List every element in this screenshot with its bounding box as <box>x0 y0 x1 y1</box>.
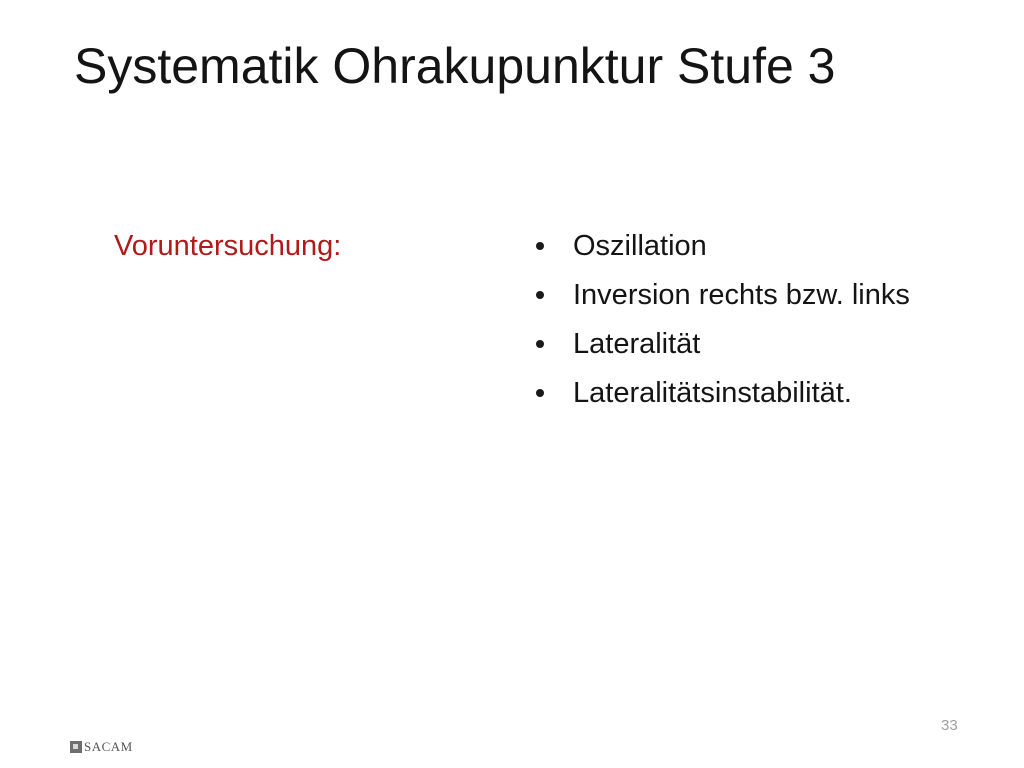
bullet-icon <box>536 389 544 397</box>
logo-text: SACAM <box>84 739 133 754</box>
page-number: 33 <box>941 717 958 734</box>
bullet-icon <box>536 242 544 250</box>
list-item-text: Oszillation <box>573 230 707 262</box>
bullet-icon <box>536 340 544 348</box>
bullet-icon <box>536 291 544 299</box>
list-item <box>536 375 910 424</box>
list-item <box>536 326 910 375</box>
list-item-text: Lateralitätsinstabilität. <box>573 377 852 409</box>
bullet-list <box>536 228 910 424</box>
sacam-logo <box>70 739 133 755</box>
slide-title: Systematik Ohrakupunktur Stufe 3 <box>74 38 836 94</box>
section-label: Voruntersuchung: <box>114 230 342 262</box>
list-item-text: Lateralität <box>573 328 701 360</box>
list-item-text: Inversion rechts bzw. links <box>573 279 910 311</box>
list-item <box>536 277 910 326</box>
list-item <box>536 228 910 277</box>
logo-mark-icon <box>70 741 82 753</box>
